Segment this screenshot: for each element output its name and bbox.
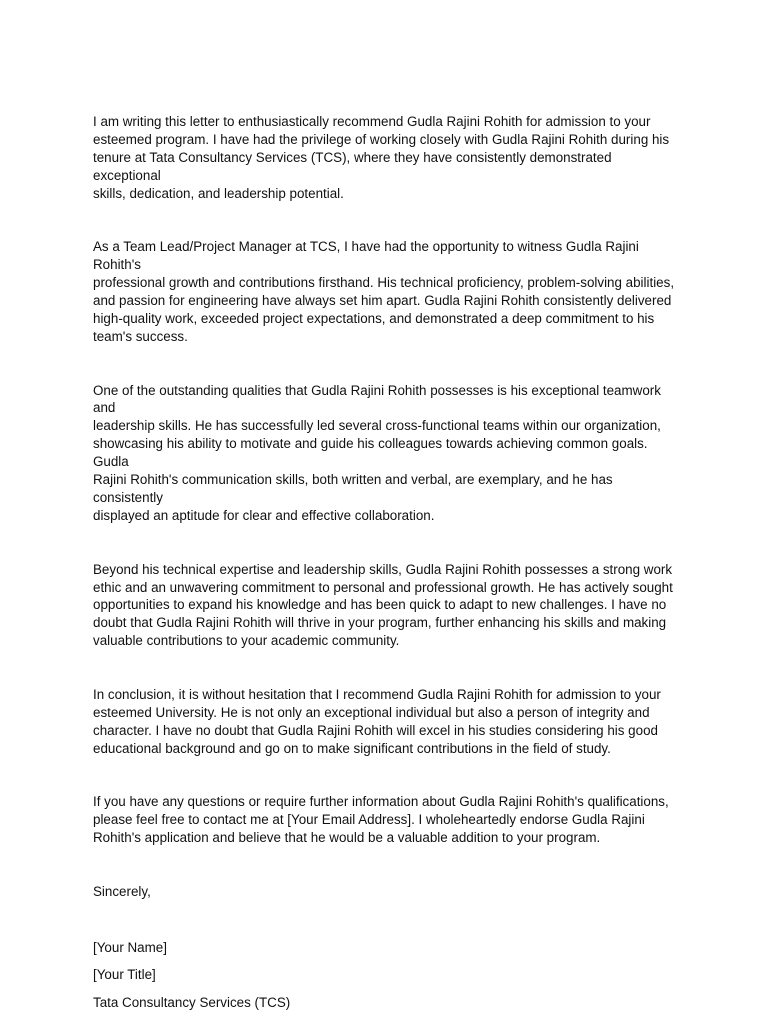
signature-title: [Your Title] xyxy=(93,967,156,983)
signature-company: Tata Consultancy Services (TCS) xyxy=(93,994,291,1010)
letter-paragraph-work-ethic: Beyond his technical expertise and leadership skills, Gudla Rajini Rohith possesses a strong work ethic and an unwavering commitment to personal and professional growth. He has actively sought opportunities to expand his knowledge and has been quick to adapt to new challenges. I have no doubt that Gudla Rajini Rohith will thrive in your program, further enhancing his skills and making valuable contributions to your academic community. xyxy=(93,561,673,649)
signature-name: [Your Name] xyxy=(93,939,167,955)
letter-paragraph-conclusion: In conclusion, it is without hesitation that I recommend Gudla Rajini Rohith for admission to your esteemed University. He is not only an exceptional individual but also a person of integrity and character. I have no doubt that Gudla Rajini Rohith will excel in his studies considering his good educational background and go on to make significant contributions in the field of study. xyxy=(93,686,661,756)
letter-closing: Sincerely, xyxy=(93,883,151,899)
recommendation-letter xyxy=(93,113,677,1012)
letter-paragraph-intro: I am writing this letter to enthusiastically recommend Gudla Rajini Rohith for admission to your esteemed program. I have had the privilege of working closely with Gudla Rajini Rohith during his tenure at Tata Consultancy Services (TCS), where they have consistently demonstrated exceptional skills, dedication, and leadership potential. xyxy=(93,114,670,201)
letter-paragraph-role: As a Team Lead/Project Manager at TCS, I have had the opportunity to witness Gudla Rajini Rohith's professional growth and contributions firsthand. His technical proficiency, problem-solving abilities, and passion for engineering have always set him apart. Gudla Rajini Rohith consistently delivered high-quality work, exceeded project expectations, and demonstrated a deep commitment to his team's success. xyxy=(93,239,675,344)
letter-paragraph-contact: If you have any questions or require further information about Gudla Rajini Rohith's qualifications, please feel free to contact me at [Your Email Address]. I wholeheartedly endorse Gudla Rajini Rohith's application and believe that he would be a valuable addition to your program. xyxy=(93,794,669,846)
letter-paragraph-teamwork: One of the outstanding qualities that Gudla Rajini Rohith possesses is his exceptional teamwork and leadership skills. He has successfully led several cross-functional teams within our organization, showcasing his ability to motivate and guide his colleagues towards achieving common goals. Gudla Rajini Rohith's communication skills, both written and verbal, are exemplary, and he has consistently displayed an aptitude for clear and effective collaboration. xyxy=(93,382,661,523)
